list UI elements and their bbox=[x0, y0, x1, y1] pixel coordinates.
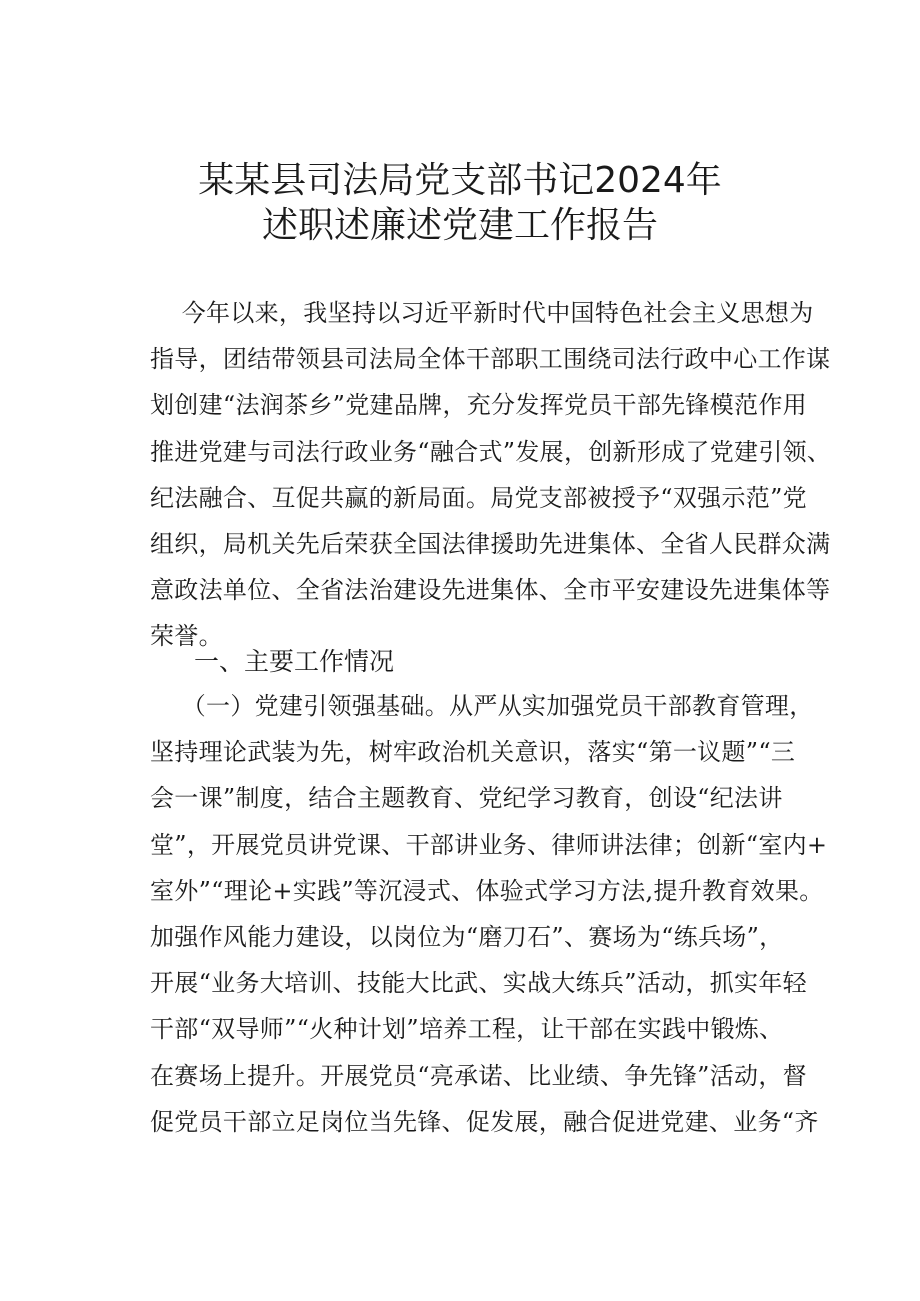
paragraph-line: 加强作风能力建设，以岗位为“磨刀石”、赛场为“练兵场”， bbox=[150, 922, 784, 951]
paragraph-line: 开展“业务大培训、技能大比武、实战大练兵”活动，抓实年轻 bbox=[150, 969, 807, 998]
paragraph-line: 干部“双导师”“火种计划”培养工程，让干部在实践中锻炼、 bbox=[150, 1015, 784, 1044]
paragraph-intro bbox=[150, 290, 832, 660]
paragraph-line: 室外”“理论+实践”等沉浸式、体验式学习方法,提升教育效果。 bbox=[150, 876, 824, 905]
paragraph-line: 意政法单位、全省法治建设先进集体、全市平安建设先进集体等 bbox=[150, 576, 831, 605]
paragraph-line: 划创建“法润茶乡”党建品牌，充分发挥党员干部先锋模范作用 bbox=[150, 391, 807, 420]
paragraph-line: 推进党建与司法行政业务“融合式”发展，创新形成了党建引领、 bbox=[150, 437, 832, 466]
paragraph-section-1 bbox=[150, 683, 828, 1145]
section-heading: 一、主要工作情况 bbox=[194, 647, 395, 676]
paragraph-line: 坚持理论武装为先，树牢政治机关意识，落实“第一议题”“三 bbox=[150, 738, 796, 767]
paragraph-line: 促党员干部立足岗位当先锋、促发展，融合促进党建、业务“齐 bbox=[150, 1107, 819, 1136]
paragraph-line: 指导，团结带领县司法局全体干部职工围绕司法行政中心工作谋 bbox=[150, 345, 831, 374]
paragraph-line: 会一课”制度，结合主题教育、党纪学习教育，创设“纪法讲 bbox=[150, 784, 783, 813]
document-title-line-2: 述职述廉述党建工作报告 bbox=[261, 205, 658, 246]
paragraph-line: 组织，局机关先后荣获全国法律援助先进集体、全省人民群众满 bbox=[150, 529, 831, 558]
paragraph-line: 堂”，开展党员讲党课、干部讲业务、律师讲法律；创新“室内+ bbox=[150, 830, 828, 859]
document-title-line-1: 某某县司法局党支部书记2024年 bbox=[198, 160, 722, 201]
paragraph-line: 在赛场上提升。开展党员“亮承诺、比业绩、争先锋”活动，督 bbox=[150, 1061, 807, 1090]
paragraph-line: （一）党建引领强基础。从严从实加强党员干部教育管理， bbox=[150, 692, 814, 720]
paragraph-line: 今年以来，我坚持以习近平新时代中国特色社会主义思想为 bbox=[150, 299, 814, 327]
paragraph-line: 纪法融合、互促共赢的新局面。局党支部被授予“双强示范”党 bbox=[150, 483, 807, 512]
paragraph-line: 荣誉。 bbox=[150, 622, 223, 651]
